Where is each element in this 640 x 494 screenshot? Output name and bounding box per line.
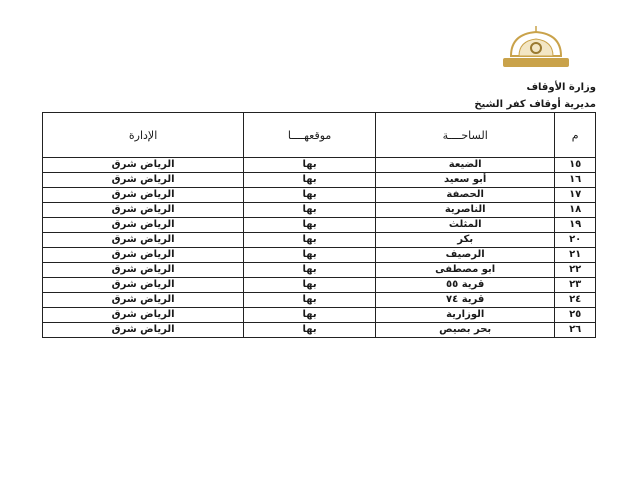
table-row bbox=[43, 188, 596, 203]
cell-admin: الرياض شرق bbox=[43, 248, 244, 263]
ministry-name: وزارة الأوقاف bbox=[526, 82, 596, 93]
cell-admin: الرياض شرق bbox=[43, 233, 244, 248]
cell-num: ٢٥ bbox=[555, 308, 596, 323]
cell-admin: الرياض شرق bbox=[43, 173, 244, 188]
column-header-location: موقعهــــا bbox=[244, 113, 376, 158]
cell-square: المثلث bbox=[375, 218, 554, 233]
cell-location: بها bbox=[244, 203, 376, 218]
cell-num: ٢٢ bbox=[555, 263, 596, 278]
table-row bbox=[43, 173, 596, 188]
cell-square: قرية ٥٥ bbox=[375, 278, 554, 293]
cell-location: بها bbox=[244, 293, 376, 308]
cell-square: الحصفة bbox=[375, 188, 554, 203]
cell-num: ٢٤ bbox=[555, 293, 596, 308]
cell-num: ١٨ bbox=[555, 203, 596, 218]
cell-square: الوزارية bbox=[375, 308, 554, 323]
cell-location: بها bbox=[244, 188, 376, 203]
cell-location: بها bbox=[244, 233, 376, 248]
cell-location: بها bbox=[244, 173, 376, 188]
cell-num: ١٦ bbox=[555, 173, 596, 188]
cell-square: أبو سعيد bbox=[375, 173, 554, 188]
column-header-num: م bbox=[555, 113, 596, 158]
cell-admin: الرياض شرق bbox=[43, 158, 244, 173]
squares-table bbox=[42, 112, 596, 338]
cell-admin: الرياض شرق bbox=[43, 293, 244, 308]
column-header-admin: الإدارة bbox=[43, 113, 244, 158]
table-header-row bbox=[43, 113, 596, 158]
cell-square: ابو مصطفى bbox=[375, 263, 554, 278]
cell-square: بحر بصيص bbox=[375, 323, 554, 338]
table-row bbox=[43, 233, 596, 248]
cell-admin: الرياض شرق bbox=[43, 263, 244, 278]
cell-location: بها bbox=[244, 158, 376, 173]
cell-num: ٢٣ bbox=[555, 278, 596, 293]
table-row bbox=[43, 323, 596, 338]
table-row bbox=[43, 293, 596, 308]
cell-admin: الرياض شرق bbox=[43, 323, 244, 338]
table-row bbox=[43, 203, 596, 218]
table-row bbox=[43, 308, 596, 323]
table-row bbox=[43, 158, 596, 173]
cell-square: بكر bbox=[375, 233, 554, 248]
cell-num: ١٧ bbox=[555, 188, 596, 203]
table-row bbox=[43, 218, 596, 233]
ministry-logo bbox=[497, 26, 575, 72]
cell-num: ٢٠ bbox=[555, 233, 596, 248]
ministry-logo-graphic bbox=[497, 26, 575, 72]
table-row bbox=[43, 278, 596, 293]
cell-square: قرية ٧٤ bbox=[375, 293, 554, 308]
cell-admin: الرياض شرق bbox=[43, 278, 244, 293]
cell-square: الناصرية bbox=[375, 203, 554, 218]
table-row bbox=[43, 248, 596, 263]
directorate-name: مديرية أوقاف كفر الشيخ bbox=[474, 99, 596, 110]
column-header-square: الساحــــة bbox=[375, 113, 554, 158]
table-row bbox=[43, 263, 596, 278]
cell-admin: الرياض شرق bbox=[43, 218, 244, 233]
cell-admin: الرياض شرق bbox=[43, 188, 244, 203]
cell-num: ١٥ bbox=[555, 158, 596, 173]
cell-num: ٢٦ bbox=[555, 323, 596, 338]
cell-square: الرصيف bbox=[375, 248, 554, 263]
cell-square: الضيعة bbox=[375, 158, 554, 173]
cell-num: ١٩ bbox=[555, 218, 596, 233]
cell-num: ٢١ bbox=[555, 248, 596, 263]
cell-location: بها bbox=[244, 248, 376, 263]
cell-location: بها bbox=[244, 218, 376, 233]
cell-admin: الرياض شرق bbox=[43, 203, 244, 218]
cell-location: بها bbox=[244, 308, 376, 323]
cell-admin: الرياض شرق bbox=[43, 308, 244, 323]
cell-location: بها bbox=[244, 278, 376, 293]
cell-location: بها bbox=[244, 323, 376, 338]
cell-location: بها bbox=[244, 263, 376, 278]
